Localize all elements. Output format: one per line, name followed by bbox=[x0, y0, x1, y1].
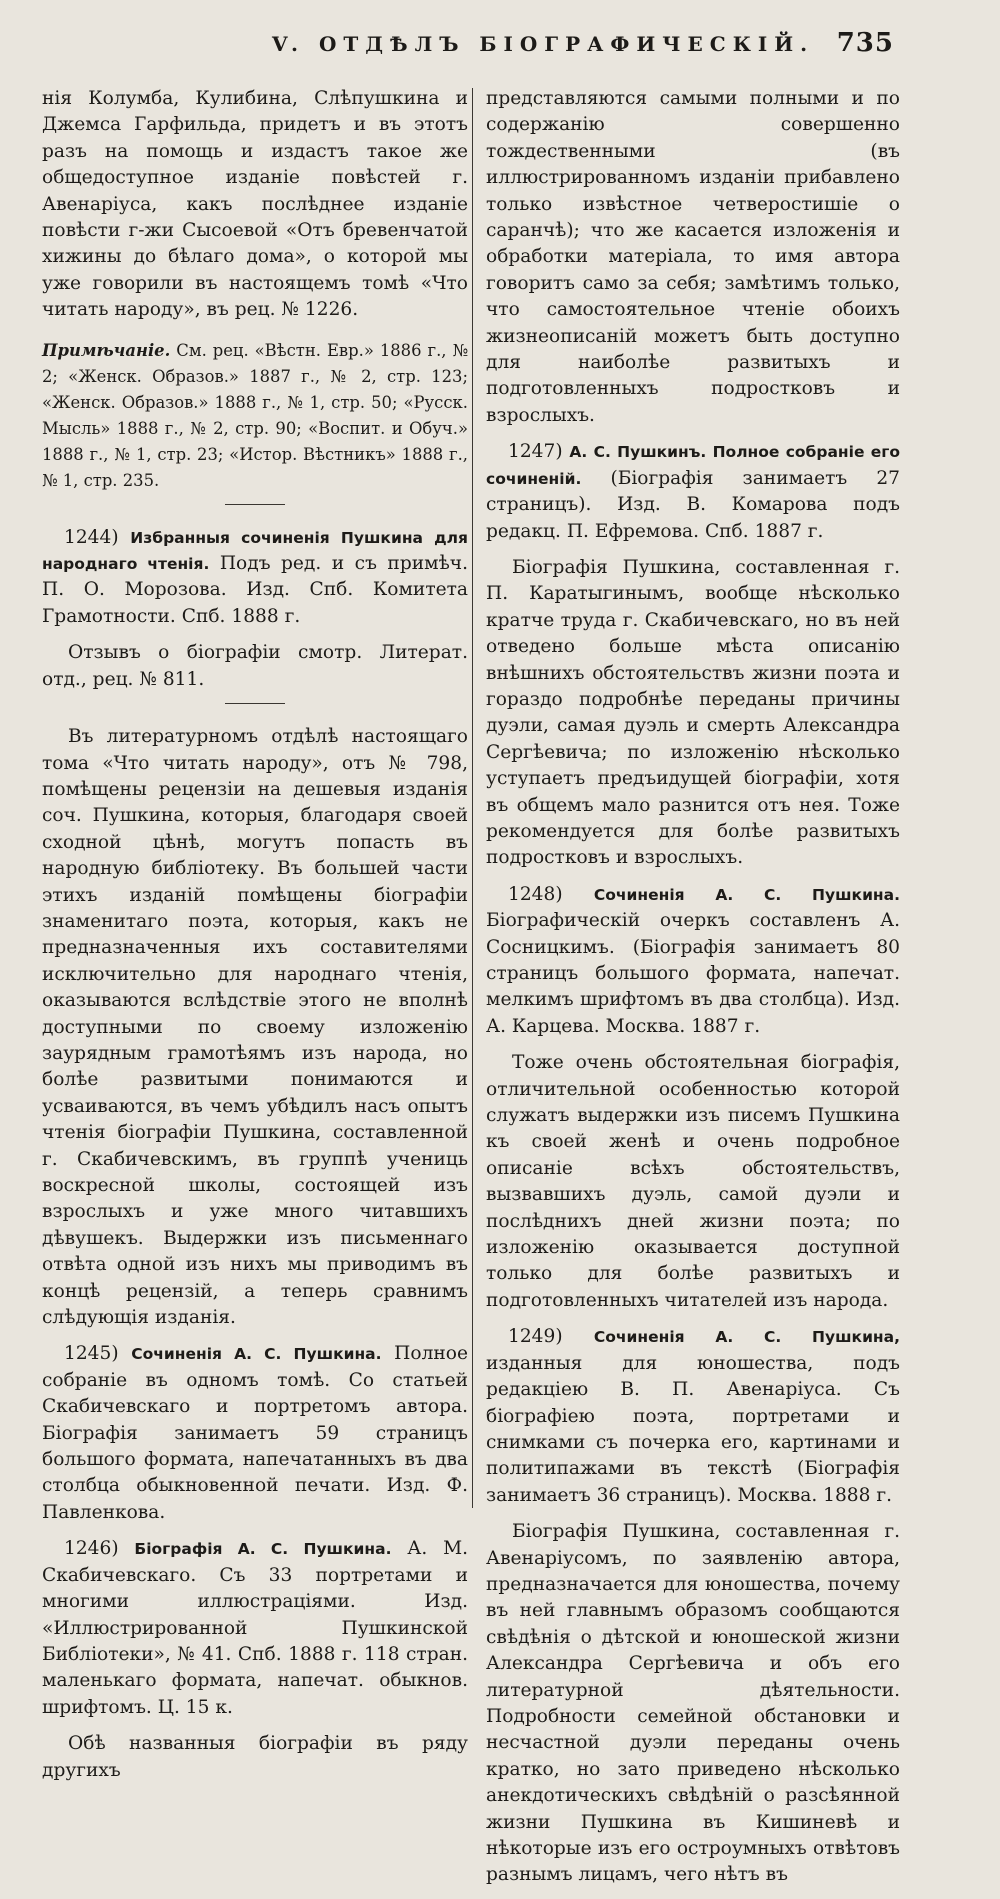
entry-1245 bbox=[42, 1341, 468, 1526]
entry-details: Біографическій очеркъ составленъ А. Сосницкимъ. (Біографія занимаетъ 80 страницъ большого формата, напечат. мелкимъ шрифтомъ въ два столбца). Изд. А. Карцева. Москва. 1887 г. bbox=[486, 910, 900, 1037]
entry-title: А. С. Пушкинъ. Полное собраніе его сочиненій. bbox=[486, 443, 901, 488]
entry-title: Избранныя сочиненія Пушкина для народнаго чтенія. bbox=[42, 528, 468, 574]
entry-title: Сочиненія А. С. Пушкина. bbox=[593, 885, 900, 904]
note-label: Примѣчаніе. bbox=[42, 340, 171, 360]
entry-1249 bbox=[486, 1324, 900, 1509]
entry-number: 1249) bbox=[508, 1326, 594, 1348]
column-divider bbox=[472, 88, 473, 1508]
entry-number: 1244) bbox=[64, 526, 131, 548]
entry-title: Сочиненія А. С. Пушкина. bbox=[131, 1345, 382, 1364]
entry-number: 1246) bbox=[64, 1538, 135, 1560]
separator-rule bbox=[225, 504, 285, 505]
note-text: См. рец. «Вѣстн. Евр.» 1886 г., № 2; «Женск. Образов.» 1887 г., № 2, стр. 123; «Женск. Образов.» 1888 г., № 1, стр. 50; «Русск. Мысль» 1888 г., № 2, стр. 90; «Воспит. и Обуч.» 1888 г., № 1, стр. 23; «Истор. Вѣстникъ» 1888 г., № 1, стр. 235. bbox=[42, 340, 468, 490]
running-header bbox=[40, 28, 894, 68]
paragraph: Тоже очень обстоятельная біографія, отличительной особенностью которой служатъ выдержки изъ писемъ Пушкина къ своей женѣ и очень подробное описаніе всѣхъ обстоятельствъ, вызвавшихъ дуэль, самой дуэли и послѣднихъ дней жизни поэта; по изложенію оказывается доступной только для болѣе развитыхъ и подготовленныхъ читателей изъ народа. bbox=[486, 1052, 900, 1311]
entry-1248 bbox=[486, 882, 900, 1040]
paragraph: Въ литературномъ отдѣлѣ настоящаго тома «Что читать народу», отъ № 798, помѣщены рецензіи на дешевыя изданія соч. Пушкина, которыя, благодаря своей сходной цѣнѣ, могутъ попасть въ народную библіотеку. Въ большей части этихъ изданій помѣщены біографіи знаменитаго поэта, которыя, какъ не предназначенныя ихъ составителями исключительно для народнаго чтенія, оказываются вслѣдствіе этого не вполнѣ доступными по своему изложенію заурядным грамотѣямъ изъ народа, но болѣе развитыми понимаются и усваиваются, въ чемъ убѣдилъ насъ опытъ чтенія біографіи Пушкина, составленной г. Скабичевскимъ, въ группѣ учениць воскресной школы, состоящей изъ взрослыхъ и уже много читавшихъ дѣвушекъ. Выдержки изъ письменнаго отвѣта одной изъ нихъ мы приводимъ въ концѣ рецензій, а теперь сравнимъ слѣдующія изданія. bbox=[42, 726, 468, 1329]
entry-details: (Біографія занимаетъ 27 страницъ). Изд. В. Комарова подъ редакц. П. Ефремова. Спб. 1887 г. bbox=[486, 467, 900, 542]
entry-number: 1248) bbox=[508, 883, 594, 905]
entry-1246 bbox=[42, 1536, 468, 1721]
paragraph: Біографія Пушкина, составленная г. П. Каратыгинымъ, вообще нѣсколько кратче труда г. Скабичевскаго, но въ ней отведено больше мѣста описанію внѣшнихъ обстоятельствъ жизни поэта и гораздо подробнѣе переданы причины дуэли, самая дуэль и смерть Александра Сергѣевича; по изложенію нѣсколько уступаетъ предъидущей біографіи, хотя въ общемъ мало разнится отъ нея. Тоже рекомендуется для болѣе развитыхъ подростковъ и взрослыхъ. bbox=[486, 556, 900, 869]
entry-title: Сочиненія А. С. Пушкина, bbox=[593, 1328, 900, 1347]
separator-rule bbox=[225, 703, 285, 704]
entry-details: А. М. Скабичевскаго. Съ 33 портретами и многими иллюстраціями. Изд. «Иллюстрированной Пушкинской Библіотеки», № 41. Спб. 1888 г. 118 стран. маленькаго формата, напечат. обыкнов. шрифтомъ. Ц. 15 к. bbox=[42, 1538, 469, 1718]
entry-details: изданныя для юношества, подъ редакціею В. П. Авенаріуса. Съ біографіею поэта, портретами и снимками съ почерка его, картинами и политипажами въ текстѣ (Біографія занимаетъ 36 страницъ). Москва. 1888 г. bbox=[486, 1352, 900, 1506]
left-column bbox=[42, 86, 468, 1794]
page-number: 735 bbox=[836, 28, 894, 58]
right-column bbox=[486, 86, 900, 1899]
entry-details: Полное собраніе въ одномъ томѣ. Со статьей Скабичевскаго и портретомъ автора. Біографія занимаетъ 59 страницъ большого формата, напечатанныхъ въ два столбца обыкновенной печати. Изд. Ф. Павленкова. bbox=[42, 1343, 468, 1523]
paragraph: нія Колумба, Кулибина, Слѣпушкина и Джемса Гарфильда, придетъ и въ этотъ разъ на помощь и издастъ такое же общедоступное изданіе повѣстей г. Авенаріуса, какъ послѣднее изданіе повѣсти г-жи Сысоевой «Отъ бревенчатой хижины до бѣлаго дома», о которой мы уже говорили въ настоящемъ томѣ «Что читать народу», въ рец. № 1226. bbox=[42, 88, 468, 321]
section-title: V. ОТДѢЛЪ БІОГРАФИЧЕСКІЙ. bbox=[272, 32, 815, 56]
entry-number: 1247) bbox=[508, 441, 570, 463]
entry-number: 1245) bbox=[64, 1343, 132, 1365]
footnote bbox=[42, 338, 468, 494]
entry-details: Подъ ред. и съ примѣч. П. О. Морозова. Изд. Спб. Комитета Грамотности. Спб. 1888 г. bbox=[42, 553, 468, 627]
paragraph: Отзывъ о біографіи смотр. Литерат. отд., рец. № 811. bbox=[42, 642, 468, 690]
paragraph: Обѣ названныя біографіи въ ряду другихъ bbox=[42, 1733, 468, 1781]
paragraph: представляются самыми полными и по содержанію совершенно тождественными (въ иллюстрированномъ изданіи прибавлено только извѣстное четверостишіе о саранчѣ); что же касается изложенія и обработки матеріала, то имя автора говоритъ само за себя; замѣтимъ только, что самостоятельное чтеніе обоихъ жизнеописаній можетъ быть доступно для наиболѣе развитыхъ и подготовленныхъ подростковъ и взрослыхъ. bbox=[486, 88, 900, 426]
entry-1244 bbox=[42, 525, 468, 631]
paragraph: Біографія Пушкина, составленная г. Авенаріусомъ, по заявленію автора, предназначается для юношества, почему въ ней главнымъ образомъ сообщаются свѣдѣнія о дѣтской и юношеской жизни Александра Сергѣевича и объ его литературной дѣятельности. Подробности семейной обстановки и несчастной дуэли переданы очень кратко, но зато приведено нѣсколько анекдотическихъ свѣдѣній о разсѣянной жизни Пушкина въ Кишиневѣ и нѣкоторые изъ его остроумныхъ отвѣтовъ разнымъ лицамъ, чего нѣтъ въ bbox=[486, 1521, 900, 1886]
entry-1247 bbox=[486, 439, 900, 545]
entry-title: Біографія А. С. Пушкина. bbox=[134, 1540, 392, 1559]
